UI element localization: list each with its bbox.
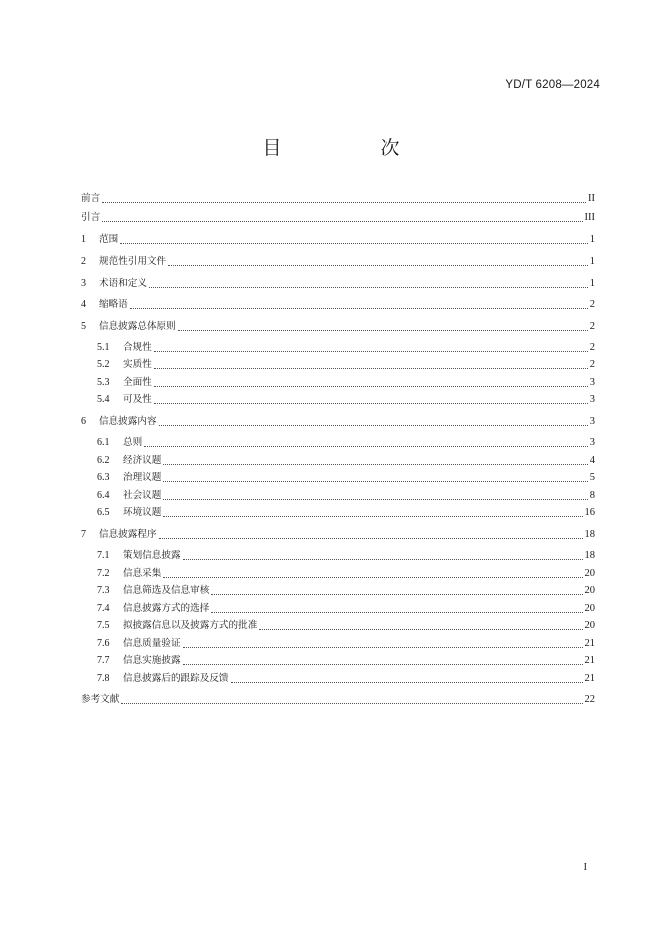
toc-entry-number: 7 <box>81 529 86 540</box>
toc-entry-page: 21 <box>584 673 595 684</box>
standard-code: YD/T 6208—2024 <box>505 79 600 91</box>
toc-entry-number: 5.4 <box>97 394 110 405</box>
toc-entry-number: 5.3 <box>97 377 110 388</box>
toc-entry-label: 实质性 <box>123 359 152 370</box>
toc-entry[interactable] <box>97 602 595 616</box>
toc-entry-number: 5 <box>81 321 86 332</box>
toc-entry-label: 信息披露方式的选择 <box>123 603 210 614</box>
toc-entry-label: 策划信息披露 <box>123 550 181 561</box>
toc-entry-page: 2 <box>589 299 595 310</box>
toc-dot-leader <box>102 202 586 203</box>
toc-entry[interactable] <box>97 454 595 468</box>
toc-dot-leader <box>211 612 582 613</box>
toc-entry[interactable] <box>97 506 595 520</box>
toc-entry[interactable] <box>97 489 595 503</box>
toc-entry[interactable] <box>97 376 595 390</box>
toc-entry-page: 20 <box>584 620 595 631</box>
toc-entry-number: 7.5 <box>97 620 110 631</box>
toc-entry-number: 6.4 <box>97 490 110 501</box>
toc-entry-label: 信息披露内容 <box>99 416 157 427</box>
toc-entry-page: 22 <box>584 694 595 705</box>
toc-entry-label: 环境议题 <box>123 507 162 518</box>
toc-dot-leader <box>163 464 587 465</box>
toc-entry-number: 7.8 <box>97 673 110 684</box>
toc-entry-page: 3 <box>589 394 595 405</box>
toc-entry-number: 6.1 <box>97 437 110 448</box>
toc-entry-number: 7.7 <box>97 655 110 666</box>
toc-entry[interactable] <box>81 211 595 225</box>
toc-entry-page: 16 <box>584 507 595 518</box>
toc-entry-label: 信息披露程序 <box>99 529 157 540</box>
toc-entry[interactable] <box>97 567 595 581</box>
toc-entry-page: 1 <box>589 256 595 267</box>
toc-entry-page: 3 <box>589 437 595 448</box>
toc-entry-label: 信息采集 <box>123 568 162 579</box>
toc-entry[interactable] <box>97 637 595 651</box>
toc-entry-page: 20 <box>584 568 595 579</box>
toc-entry-number: 7.6 <box>97 638 110 649</box>
toc-dot-leader <box>154 386 588 387</box>
toc-entry-number: 2 <box>81 256 86 267</box>
toc-dot-leader <box>144 446 588 447</box>
toc-dot-leader <box>102 221 582 222</box>
toc-entry-page: 1 <box>589 278 595 289</box>
toc-entry-page: 18 <box>584 550 595 561</box>
toc-entry-number: 3 <box>81 278 86 289</box>
toc-entry[interactable] <box>81 320 595 334</box>
toc-entry-page: 4 <box>589 455 595 466</box>
toc-dot-leader <box>183 647 583 648</box>
toc-entry-number: 4 <box>81 299 86 310</box>
toc-dot-leader <box>183 664 583 665</box>
toc-entry-page: 2 <box>589 321 595 332</box>
toc-dot-leader <box>159 538 583 539</box>
toc-dot-leader <box>183 559 583 560</box>
toc-entry-label: 全面性 <box>123 377 152 388</box>
toc-dot-leader <box>168 265 588 266</box>
toc-entry[interactable] <box>97 584 595 598</box>
toc-entry[interactable] <box>81 298 595 312</box>
toc-entry-label: 拟披露信息以及披露方式的批准 <box>123 620 258 631</box>
toc-entry-label: 信息质量验证 <box>123 638 181 649</box>
toc-entry-number: 6.5 <box>97 507 110 518</box>
toc-dot-leader <box>154 368 588 369</box>
toc-dot-leader <box>231 682 583 683</box>
toc-entry[interactable] <box>81 415 595 429</box>
toc-entry-page: 21 <box>584 655 595 666</box>
toc-entry-label: 缩略语 <box>99 299 128 310</box>
toc-entry[interactable] <box>81 255 595 269</box>
toc-entry-label: 经济议题 <box>123 455 162 466</box>
toc-entry[interactable] <box>97 654 595 668</box>
toc-entry-label: 引言 <box>81 212 101 223</box>
toc-entry-label: 信息披露后的跟踪及反馈 <box>123 673 229 684</box>
toc-entry-label: 治理议题 <box>123 472 162 483</box>
toc-dot-leader <box>178 330 588 331</box>
toc-dot-leader <box>163 516 582 517</box>
toc-entry[interactable] <box>81 528 595 542</box>
toc-entry-number: 7.1 <box>97 550 110 561</box>
toc-entry[interactable] <box>97 549 595 563</box>
toc-dot-leader <box>130 308 588 309</box>
toc-dot-leader <box>259 629 582 630</box>
toc-dot-leader <box>154 403 588 404</box>
toc-dot-leader <box>163 499 587 500</box>
toc-entry-page: 8 <box>589 490 595 501</box>
toc-entry-label: 社会议题 <box>123 490 162 501</box>
toc-entry-number: 7.2 <box>97 568 110 579</box>
toc-entry[interactable] <box>81 693 595 707</box>
toc-entry-label: 信息披露总体原则 <box>99 321 176 332</box>
toc-entry-number: 6 <box>81 416 86 427</box>
toc-entry-page: 1 <box>589 234 595 245</box>
toc-dot-leader <box>154 351 588 352</box>
toc-entry[interactable] <box>81 192 595 206</box>
toc-entry-label: 前言 <box>81 193 101 204</box>
toc-entry[interactable] <box>97 393 595 407</box>
toc-entry-number: 5.1 <box>97 342 110 353</box>
toc-entry-page: 20 <box>584 603 595 614</box>
toc-entry-label: 信息筛选及信息审核 <box>123 585 210 596</box>
toc-entry-page: 21 <box>584 638 595 649</box>
toc-dot-leader <box>163 577 582 578</box>
toc-entry-number: 5.2 <box>97 359 110 370</box>
toc-entry-page: 2 <box>589 359 595 370</box>
toc-dot-leader <box>211 594 582 595</box>
toc-entry-label: 规范性引用文件 <box>99 256 167 267</box>
toc-entry-page: 2 <box>589 342 595 353</box>
toc-entry[interactable] <box>81 233 595 247</box>
toc-entry-number: 1 <box>81 234 86 245</box>
toc-entry[interactable] <box>97 436 595 450</box>
toc-dot-leader <box>163 481 587 482</box>
page-number: I <box>583 862 587 873</box>
toc-entry[interactable] <box>97 471 595 485</box>
toc-entry-page: II <box>588 193 595 204</box>
page-title: 目 次 <box>262 137 440 159</box>
toc-entry-page: 20 <box>584 585 595 596</box>
toc-entry[interactable] <box>81 277 595 291</box>
toc-entry[interactable] <box>97 341 595 355</box>
toc-entry[interactable] <box>97 672 595 686</box>
toc-dot-leader <box>120 243 588 244</box>
toc-entry[interactable] <box>97 358 595 372</box>
toc-dot-leader <box>159 425 588 426</box>
toc-entry-page: 3 <box>589 416 595 427</box>
toc-entry[interactable] <box>97 619 595 633</box>
toc-entry-page: 3 <box>589 377 595 388</box>
toc-entry-page: 5 <box>589 472 595 483</box>
toc-entry-label: 参考文献 <box>81 694 120 705</box>
toc-entry-number: 6.3 <box>97 472 110 483</box>
toc-entry-label: 范围 <box>99 234 119 245</box>
toc-entry-number: 7.3 <box>97 585 110 596</box>
toc-entry-label: 可及性 <box>123 394 152 405</box>
toc-dot-leader <box>121 703 582 704</box>
toc-entry-page: III <box>584 212 595 223</box>
toc-entry-number: 7.4 <box>97 603 110 614</box>
toc-entry-label: 信息实施披露 <box>123 655 181 666</box>
toc-entry-label: 合规性 <box>123 342 152 353</box>
toc-entry-number: 6.2 <box>97 455 110 466</box>
toc-entry-label: 术语和定义 <box>99 278 147 289</box>
toc-dot-leader <box>149 287 588 288</box>
toc-entry-label: 总则 <box>123 437 143 448</box>
toc-entry-page: 18 <box>584 529 595 540</box>
